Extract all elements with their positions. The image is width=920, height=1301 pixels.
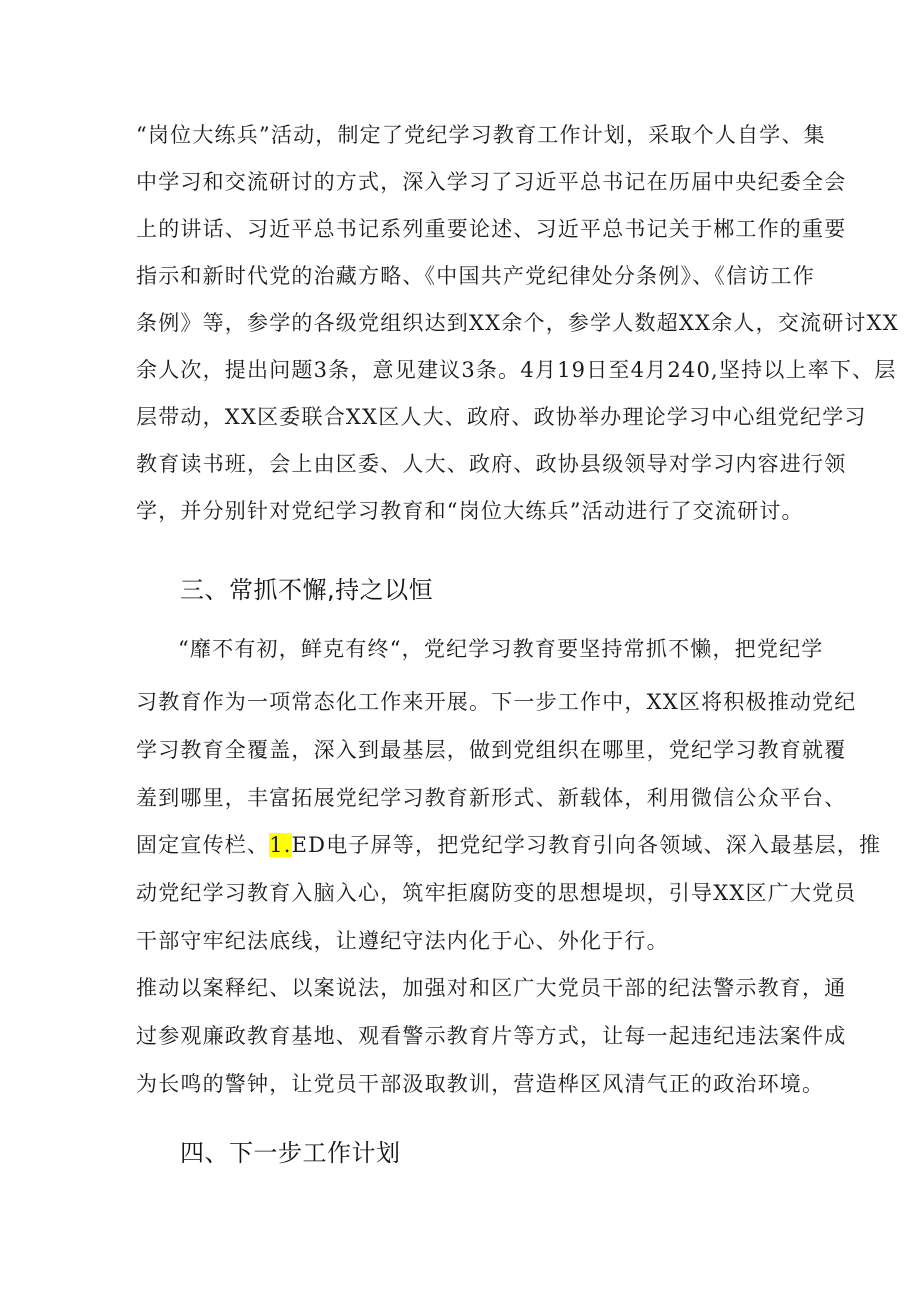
paragraph-line: 指示和新时代党的治藏方略、《中国共产党纪律处分条例》、《信访工作: [136, 264, 815, 288]
paragraph-line: 为长鸣的警钟，让党员干部汲取教训，营造桦区风清气正的政治环境。: [136, 1072, 825, 1096]
paragraph-line: “靡不有初，鲜克有终“，党纪学习教育要坚持常抓不懒，把党纪学: [178, 637, 824, 661]
paragraph-line: 干部守牢纪法底线，让遵纪守法内化于心、外化于行。: [136, 929, 669, 953]
text-segment: ED电子屏等，把党纪学习教育引向各领域、深入最基层，推: [291, 833, 882, 857]
paragraph-line: 学，并分别针对党纪学习教育和“岗位大练兵”活动进行了交流研讨。: [136, 499, 804, 523]
text-segment: 固定宣传栏、: [136, 833, 270, 857]
paragraph-line: 习教育作为一项常态化工作来开展。下一步工作中，XX区将积极推动党纪: [136, 690, 857, 714]
paragraph-line: 学习教育全覆盖，深入到最基层，做到党组织在哪里，党纪学习教育就覆: [136, 738, 847, 762]
paragraph-line: 余人次，提出问题3条，意见建议3条。4月19日至4月240,坚持以上率下、层: [136, 358, 897, 382]
paragraph-line: 过参观廉政教育基地、观看警示教育片等方式，让每一起违纪违法案件成: [136, 1024, 847, 1048]
paragraph-line: 条例》等，参学的各级党组织达到XX余个，参学人数超XX余人，交流研讨XX: [136, 311, 899, 335]
paragraph-line: 教育读书班，会上由区委、人大、政府、政协县级领导对学习内容进行领: [136, 452, 847, 476]
paragraph-line: 动党纪学习教育入脑入心，筑牢拒腐防变的思想堤坝，引导XX区广大党员: [136, 881, 857, 905]
paragraph-line: “岗位大练兵”活动，制定了党纪学习教育工作计划，采取个人自学、集: [136, 123, 826, 147]
paragraph-line: 中学习和交流研讨的方式，深入学习了习近平总书记在历届中央纪委全会: [136, 170, 847, 194]
section-heading-3: 三、常抓不懈,持之以恒: [180, 576, 434, 604]
paragraph-line: 羞到哪里，丰富拓展党纪学习教育新形式、新载体，利用微信公众平台、: [136, 786, 847, 810]
paragraph-line: 推动以案释纪、以案说法，加强对和区广大党员干部的纪法警示教育，通: [136, 976, 847, 1000]
paragraph-line: 层带动，XX区委联合XX区人大、政府、政协举办理论学习中心组党纪学习: [136, 405, 867, 429]
highlighted-text: 1.: [269, 833, 292, 857]
section-heading-4: 四、下一步工作计划: [180, 1139, 401, 1167]
paragraph-line: 上的讲话、习近平总书记系列重要论述、习近平总书记关于郴工作的重要: [136, 217, 847, 241]
paragraph-line: [136, 830, 881, 860]
